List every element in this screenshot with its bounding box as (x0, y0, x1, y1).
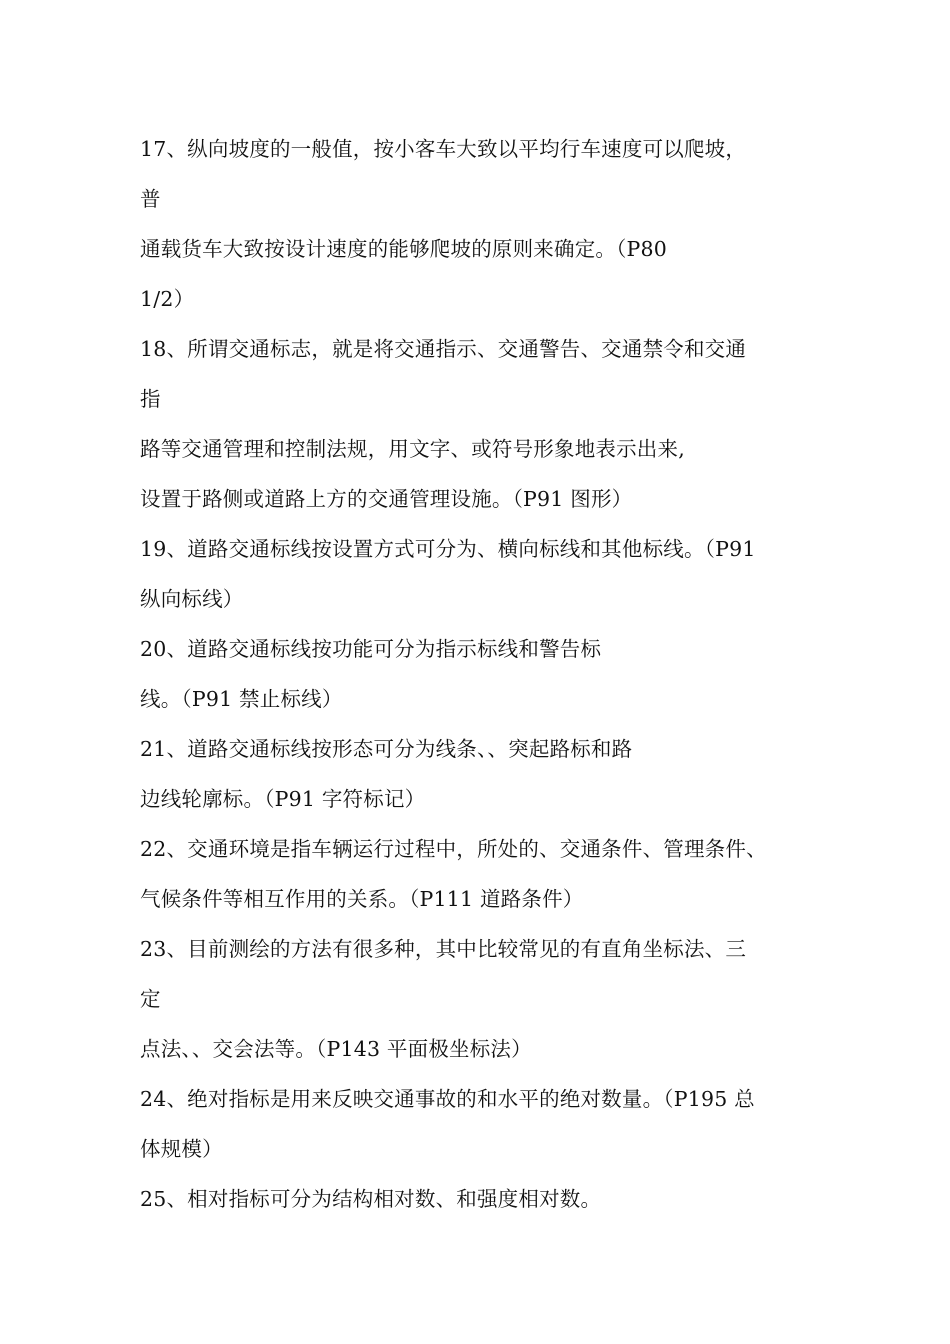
text-line: 23、目前测绘的方法有很多种，其中比较常见的有直角坐标法、三 (140, 937, 747, 961)
text-line: 气候条件等相互作用的关系。（P111 道路条件） (140, 887, 584, 911)
text-line: 24、绝对指标是用来反映交通事故的和水平的绝对数量。（P195 总 (140, 1087, 755, 1111)
text-line: 普 (140, 187, 161, 211)
text-line: 21、道路交通标线按形态可分为线条、、突起路标和路 (140, 737, 633, 761)
text-line: 定 (140, 987, 161, 1011)
text-line: 体规模） (140, 1137, 223, 1161)
text-line: 20、道路交通标线按功能可分为指示标线和警告标 (140, 637, 602, 661)
text-line: 25、相对指标可分为结构相对数、和强度相对数。 (140, 1187, 602, 1211)
text-line: 17、纵向坡度的一般值，按小客车大致以平均行车速度可以爬坡， (140, 137, 747, 161)
text-line: 点法、、交会法等。（P143 平面极坐标法） (140, 1037, 532, 1061)
text-line: 路等交通管理和控制法规，用文字、或符号形象地表示出来, (140, 437, 685, 461)
text-line: 18、所谓交通标志，就是将交通指示、交通警告、交通禁令和交通 (140, 337, 747, 361)
text-line: 线。（P91 禁止标线） (140, 687, 343, 711)
text-line: 指 (140, 387, 161, 411)
text-line: 1/2） (140, 287, 195, 311)
text-line: 设置于路侧或道路上方的交通管理设施。（P91 图形） (140, 487, 633, 511)
text-line: 19、道路交通标线按设置方式可分为、横向标线和其他标线。（P91 (140, 537, 756, 561)
text-line: 22、交通环境是指车辆运行过程中，所处的、交通条件、管理条件、 (140, 837, 767, 861)
text-line: 纵向标线） (140, 587, 244, 611)
text-line: 边线轮廓标。（P91 字符标记） (140, 787, 426, 811)
text-line: 通载货车大致按设计速度的能够爬坡的原则来确定。（P80 (140, 237, 668, 261)
